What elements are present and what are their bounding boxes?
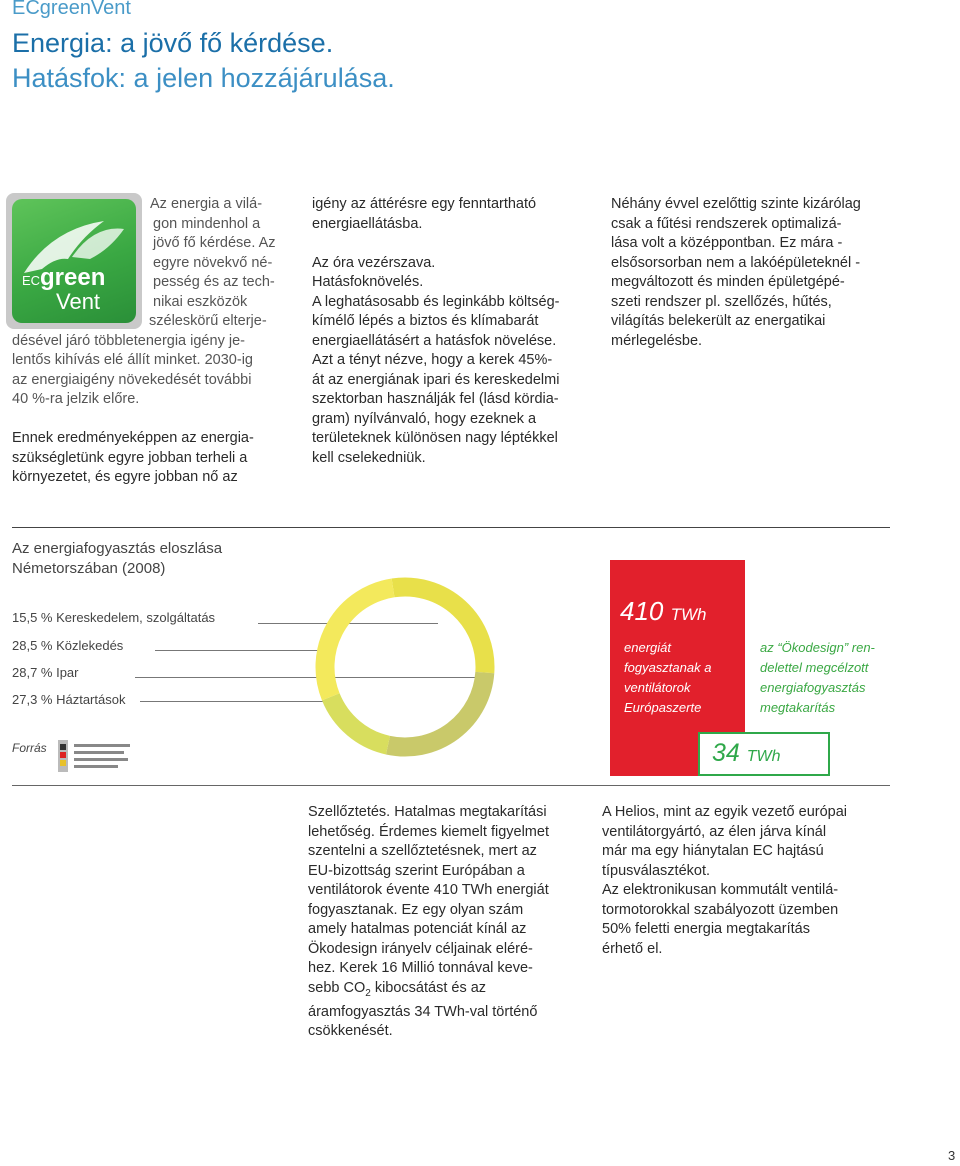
page-number: 3 (948, 1148, 956, 1163)
text-line: egyre növekvő né- (153, 254, 273, 271)
savings-value (712, 739, 781, 768)
text-line: Azt a tényt nézve, hogy a kerek 45%- (312, 352, 553, 368)
text-line: amely hatalmas potenciát kínál az (308, 921, 527, 937)
text-line: 40 %-ra jelzik előre. (12, 391, 140, 407)
desc-line: energiafogyasztás (760, 680, 866, 695)
text-line: az energiaigény növekedését további (12, 371, 252, 388)
text-line: lása volt a középpontban. Ez mára - (611, 235, 843, 251)
text-line (12, 410, 302, 430)
text-line: szükségletünk egyre jobban terheli a (12, 449, 248, 466)
legend-item-haztartasok: 27,3 % Háztartások (12, 692, 126, 707)
ministry-logo (58, 738, 136, 778)
text-line: szektorban használják fel (lásd kördia- (312, 391, 559, 407)
donut-slice-háztartások (388, 673, 485, 747)
text-line: Szellőztetés. Hatalmas megtakarítási (308, 804, 547, 820)
text-line: désével járó többletenergia igény je- (12, 332, 245, 349)
co2-text: kibocsátást és az (370, 979, 487, 996)
text-line: lehetőség. Érdemes kiemelt figyelmet (308, 823, 549, 840)
text-line: lentős kihívás elé állít minket. 2030-ig (12, 352, 253, 368)
legend-item-kereskedelem: 15,5 % Kereskedelem, szolgáltatás (12, 610, 216, 625)
text-line: gram) nyílvánvaló, hogy ezeknek a (312, 410, 537, 427)
text-line: energiaellátásért a hatásfok növelése. (312, 332, 557, 349)
value-number: 410 (620, 596, 664, 626)
text-line: A Helios, mint az egyik vezető európai (602, 804, 848, 820)
text-line: gon mindenhol a (153, 215, 261, 232)
text-line: széleskörű elterje- (149, 313, 267, 329)
text-line: Az óra vezérszava. (312, 254, 436, 271)
text-line: hez. Kerek 16 Millió tonnával keve- (308, 960, 533, 976)
intro-column (12, 195, 302, 488)
text-line: ventilátorok évente 410 TWh energiát (308, 882, 549, 898)
text-line: csökkenését. (308, 1023, 393, 1040)
text-line: Ökodesign irányelv céljainak eléré- (308, 940, 533, 957)
helios-column (602, 803, 892, 959)
text-line: tormotorokkal szabályozott üzemben (602, 901, 839, 918)
leader-line (155, 650, 335, 651)
text-line: Ennek eredményeképpen az energia- (12, 430, 254, 446)
ecodesign-savings-description (760, 638, 875, 718)
page-subtitle: Hatásfok: a jelen hozzájárulása. (12, 63, 395, 93)
text-line: Az elektronikusan kommutált ventilá- (602, 882, 839, 898)
desc-line: energiát (624, 640, 671, 655)
text-line: világítás belekerült az energatikai (611, 313, 826, 329)
text-line: EU-bizottság szerint Európában a (308, 862, 525, 879)
donut-slice-kereskedelem (331, 697, 388, 745)
text-line: érhető el. (602, 940, 663, 957)
chart-title-line: Németorszában (2008) (12, 560, 166, 577)
donut-slice-ipar (325, 588, 393, 697)
text-line: környezetet, és egyre jobban nő az (12, 469, 238, 485)
legend-item-kozlekedes: 28,5 % Közlekedés (12, 638, 124, 653)
chart-title (12, 539, 222, 579)
text-line: Néhány évvel ezelőttig szinte kizárólag (611, 196, 861, 212)
text-line: területeknek különösen nagy léptékkel (312, 430, 558, 446)
donut-slice-közlekedés (393, 587, 485, 673)
co2-text: sebb CO (308, 979, 366, 996)
logo-text-ec: EC (22, 273, 41, 288)
desc-line: az “Ökodesign” ren- (760, 640, 875, 655)
heating-column (611, 195, 901, 351)
ecodesign-savings-box (698, 732, 830, 776)
fan-consumption-value (620, 596, 707, 627)
text-line: szentelni a szellőztetésnek, mert az (308, 843, 537, 859)
text-line: át az energiának ipari és kereskedelmi (312, 371, 560, 388)
text-line: nikai eszközök (153, 293, 248, 310)
legend-item-ipar: 28,7 % Ipar (12, 665, 79, 680)
text-line: A leghatásosabb és leginkább költség- (312, 293, 560, 310)
text-line: már ma egy hiánytalan EC hajtású (602, 843, 824, 859)
desc-line: megtakarítás (760, 700, 836, 715)
text-line: mérlegelésbe. (611, 332, 703, 349)
efficiency-column (312, 195, 602, 468)
desc-line: fogyasztanak a (624, 660, 712, 675)
logo-text-vent: Vent (56, 289, 101, 314)
logo-text-green: green (40, 264, 106, 291)
energy-donut-chart (310, 572, 500, 762)
page-title: Energia: a jövő fő kérdése. (12, 28, 334, 58)
text-line: megváltozott és minden épületgépé- (611, 274, 845, 290)
text-line: csak a fűtési rendszerek optimalizá- (611, 215, 842, 232)
text-line-co2 (308, 979, 598, 1003)
value-number: 34 (712, 739, 740, 767)
fan-consumption-description (624, 638, 711, 718)
source-label: Forrás (12, 741, 47, 755)
ventilation-column (308, 803, 598, 1042)
chart-title-line: Az energiafogyasztás eloszlása (12, 540, 223, 557)
text-line: Hatásfoknövelés. (312, 274, 424, 290)
text-line: energiaellátásba. (312, 215, 423, 232)
value-unit: TWh (670, 605, 707, 624)
desc-line: delettel megcélzott (760, 660, 869, 675)
brand-name: ECgreenVent (12, 0, 131, 19)
text-line: pesség és az tech- (153, 274, 275, 290)
desc-line: Európaszerte (624, 700, 702, 715)
desc-line: ventilátorok (624, 680, 691, 695)
text-line: fogyasztanak. Ez egy olyan szám (308, 901, 524, 918)
text-line: típusválasztékot. (602, 862, 710, 879)
text-line: igény az áttérésre egy fenntartható (312, 196, 537, 212)
text-line (312, 234, 602, 254)
text-line: ventilátorgyártó, az élen járva kínál (602, 823, 827, 840)
text-line: kell cselekedniük. (312, 449, 426, 466)
section-divider (12, 527, 890, 528)
text-line: áramfogyasztás 34 TWh-val történő (308, 1003, 538, 1020)
text-line: kímélő lépés a biztos és klímabarát (312, 313, 539, 329)
text-line: elsősorsorban nem a lakóépületeknél - (611, 254, 861, 271)
value-unit: TWh (746, 748, 781, 765)
section-divider (12, 785, 890, 786)
text-line: Az energia a vilá- (150, 196, 263, 212)
text-line: szeti rendszer pl. szellőzés, hűtés, (611, 293, 832, 310)
text-line: jövő fő kérdése. Az (153, 235, 276, 251)
co2-subscript: 2 (365, 987, 371, 999)
text-line: 50% feletti energia megtakarítás (602, 921, 810, 937)
